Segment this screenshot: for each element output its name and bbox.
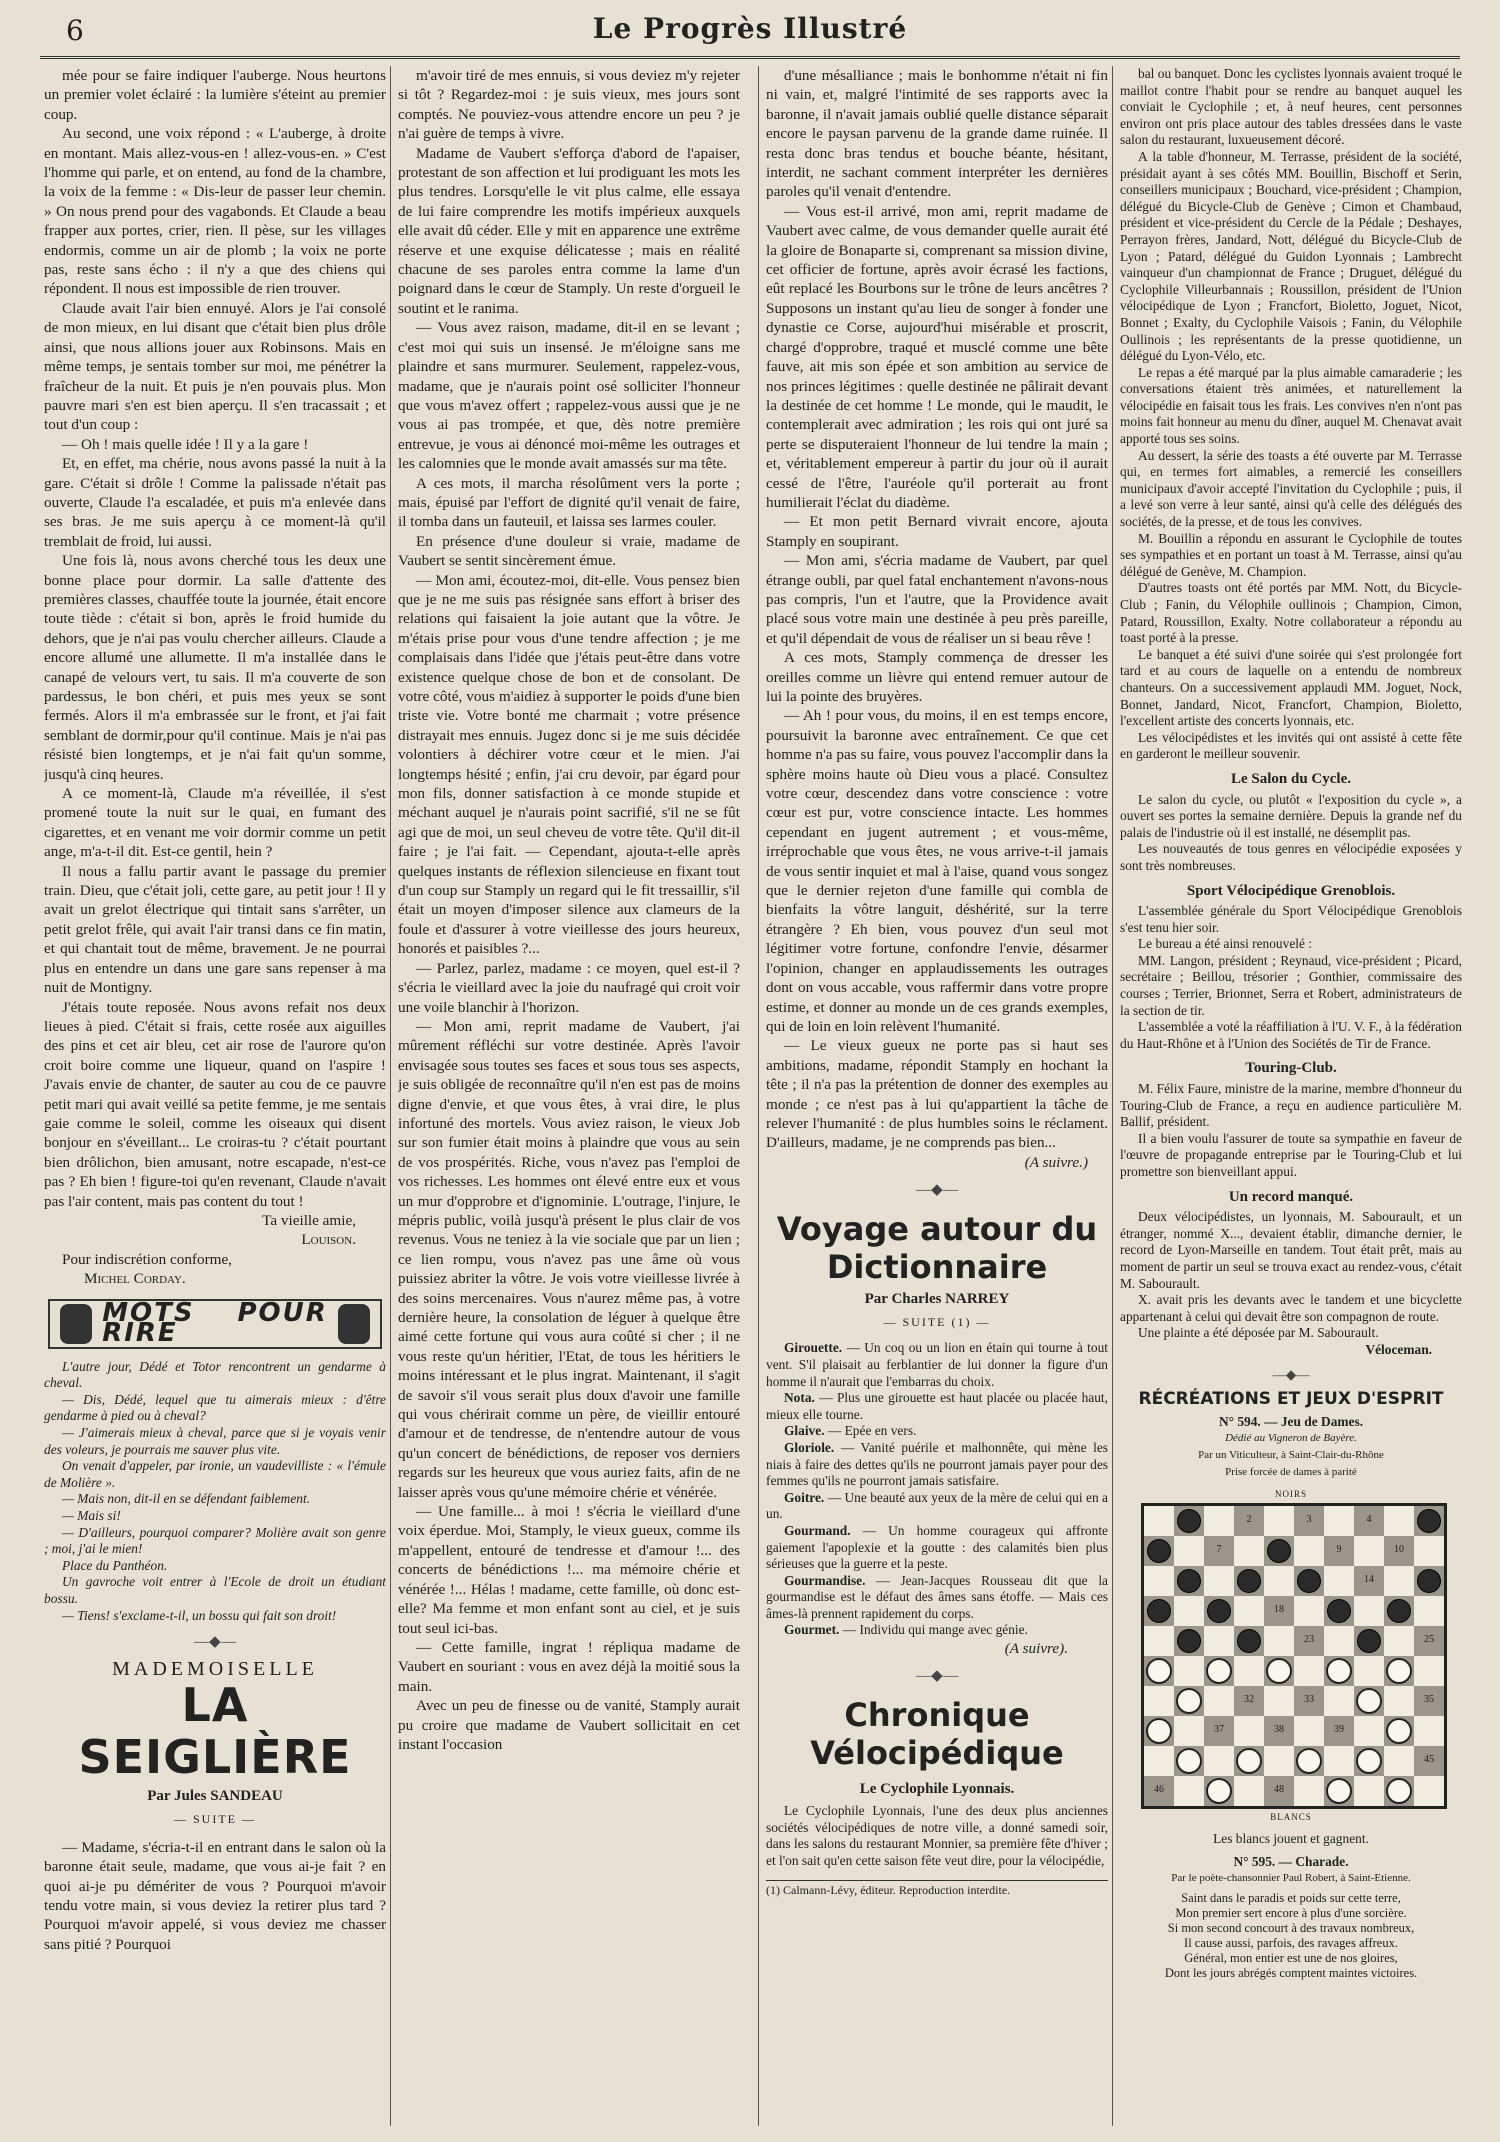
paragraph: Les nouveautés de tous genres en vélocipédie exposées y sont très nombreuses. [1120, 841, 1462, 873]
square-number: 25 [1424, 1634, 1434, 1646]
paragraph: Une fois là, nous avons cherché tous les deux une bonne place pour dormir. La salle d'attente des premières classes, chauffée toute la journée, était encore toute tiède : c'était si bon, après le froid humide du dehors, que je n'ai pas voulu chercher ailleurs. Claude a encore allumé une allumette. Il m'a installée dans le canapé de velours vert, tu sais. Il m'a couverte de son pardessus, le bon chéri, et puis mes yeux se sont fermés. Alors il m'a embrassée sur le front, et j'ai fait semblant de dormir,pour qu'il continue. Mais je n'ai pas résisté bien longtemps, et je n'ai fait qu'un somme, jusqu'à cinq heures. [44, 552, 386, 783]
board-square-22 [1234, 1626, 1264, 1656]
board-square-48 [1264, 1776, 1294, 1806]
board-square-light [1414, 1656, 1444, 1686]
board-square-light [1144, 1686, 1174, 1716]
board-square-28 [1264, 1656, 1294, 1686]
paragraph: mée pour se faire indiquer l'auberge. Nous heurtons un premier volet éclairé : la lumière s'éteint au premier coup. [44, 67, 386, 123]
chronique-title: Chronique Vélocipédique [810, 1695, 1064, 1772]
board-square-light [1144, 1506, 1174, 1536]
charade-line: Si mon second concourt à des travaux nombreux, [1167, 1921, 1415, 1936]
square-number: 3 [1306, 1514, 1312, 1526]
joke-line: — Tiens! s'exclame-t-il, un bossu qui fait son droit! [62, 1607, 337, 1623]
joke-line: L'autre jour, Dédé et Totor rencontrent un gendarme à cheval. [44, 1358, 386, 1391]
black-piece [1417, 1569, 1441, 1593]
dictionary-definition: — Epée en vers. [827, 1423, 917, 1439]
dictionary-entries [766, 1340, 1108, 1639]
white-piece [1326, 1778, 1352, 1804]
square-number: 4 [1366, 1514, 1372, 1526]
board-square-9 [1324, 1536, 1354, 1566]
paragraph: — Ah ! pour vous, du moins, il en est temps encore, poursuivit la baronne avec entraînement. Ce que cet homme n'a pas su faire, vous pouvez l'accomplir dans la sphère moins haute où Dieu vous a placé. Consultez votre cœur, descendez dans votre conscience : votre cœur est pur, votre conscience intacte. Les hommes cependant en jugent autrement ; et vous-même, irréprochable que vous êtes, ne vous arrive-t-il jamais de vous sentir inquiet et mal à l'aise, quand vous songez que le dernier rejeton d'une famille qui combla de bienfaits la vôtre languit, déshérité, sur la terre étrangère ? Eh bien, vous pouvez d'un seul mot légitimer votre fortune, confondre l'envie, désarmer l'opinion, changer en applaudissements les outrages dont on vous accable, vous raffermir dans votre propre estime, et donner au monde un de ces grands exemples, qui de loin en loin relèvent l'humanité. [766, 707, 1108, 1035]
paragraph: Il nous a fallu partir avant le passage du premier train. Dieu, que c'était joli, cette gare, au petit jour ! Il y avait un grelot électrique qui tintait sans s'arrêter, un petit grelot frêle, qui avait l'air transi dans ce fin matin, et qui chantait tout de même, bravement. Je ne pourrai plus en entendre un dans une gare sans repenser à ma nuit de Montigny. [44, 862, 386, 997]
board-square-2 [1234, 1506, 1264, 1536]
board-square-light [1414, 1776, 1444, 1806]
board-square-light [1414, 1596, 1444, 1626]
paragraph: A ce moment-là, Claude m'a réveillée, il s'est promené toute la nuit sur le quai, en fumant des cigarettes, et en venant me voir dormir comme un petit ange, m'a-t-il dit. Est-ce gentil, hein ? [44, 785, 386, 861]
blancs-label: BLANCS [1270, 1811, 1312, 1822]
board-square-light [1174, 1536, 1204, 1566]
charade-author: Par le poète-chansonnier Paul Robert, à Saint-Etienne. [1171, 1872, 1411, 1885]
dictionary-term: Gloriole. [784, 1439, 841, 1455]
paragraph: Et, en effet, ma chérie, nous avons passé la nuit à la gare. C'était si drôle ! Comme la palissade n'était pas ouverte, Claude l'a escaladée, et puis m'a enlevée dans ses bras. Je me suis aperçu à ce moment-là qu'il tremblait de froid, lui aussi. [44, 455, 386, 550]
dictionary-term: Gourmet. [784, 1622, 843, 1638]
paragraph: Deux vélocipédistes, un lyonnais, M. Sabourault, et un étranger, nommé X..., devaient établir, dimanche dernier, le record de Lyon-Marseille en tandem. Tout était prêt, mais au moment de partir un seul se trouva exact au rendez-vous, c'était M. Sabourault. [1120, 1209, 1462, 1291]
board-square-light [1384, 1686, 1414, 1716]
board-square-light [1294, 1596, 1324, 1626]
board-square-25 [1414, 1626, 1444, 1656]
board-square-light [1234, 1716, 1264, 1746]
white-piece [1386, 1778, 1412, 1804]
ornament-icon [338, 1304, 370, 1344]
dictionary-entry [766, 1440, 1108, 1490]
paragraph: M. Bouillin a répondu en assurant le Cyclophile de toutes ses sympathies et en portant un toast à M. Terrasse, ainsi qu'au délégué de Genève, M. Champion. [1120, 530, 1462, 579]
board-square-light [1414, 1536, 1444, 1566]
white-piece [1386, 1658, 1412, 1684]
board-square-light [1384, 1566, 1414, 1596]
board-square-17 [1204, 1596, 1234, 1626]
black-piece [1147, 1599, 1171, 1623]
black-piece [1177, 1569, 1201, 1593]
page-number: 6 [66, 14, 84, 47]
column-4 [1120, 66, 1462, 2126]
dictionary-entry [766, 1523, 1108, 1573]
board-square-light [1174, 1596, 1204, 1626]
board-square-10 [1384, 1536, 1414, 1566]
square-number: 33 [1304, 1694, 1314, 1706]
board-square-50 [1384, 1776, 1414, 1806]
column-rule [1112, 66, 1113, 2126]
board-square-37 [1204, 1716, 1234, 1746]
board-square-7 [1204, 1536, 1234, 1566]
board-square-light [1384, 1506, 1414, 1536]
charade-poem [1120, 1891, 1462, 1981]
board-square-8 [1264, 1536, 1294, 1566]
joke-line: — Mais non, dit-il en se défendant faiblement. [62, 1491, 311, 1507]
paragraph: J'étais toute reposée. Nous avons refait nos deux lieues à pied. C'était si frais, cette rosée aux aiguilles des pins et cet air bleu, cet air rose de l'aurore qu'on croit boire comme une liqueur, quand on l'aspire ! J'avais envie de chanter, de sauter au cou de ce pauvre petit mari qui avait veillé sa petite femme, je me sentais gaie comme le soleil, comme les oiseaux qui disent bonjour en s'éveillant... Le croiras-tu ? c'était pourtant bien drôlichon, bien amusant, notre escapade, n'est-ce pas ? Eh bien ! figure-toi qu'en revenant, Claude n'avait pas l'air content, mais pas content du tout ! [44, 998, 386, 1210]
board-square-light [1384, 1746, 1414, 1776]
dictionary-entry [766, 1490, 1108, 1523]
board-square-light [1234, 1656, 1264, 1686]
novel-author: Par Jules SANDEAU [147, 1787, 283, 1804]
charade-line: Général, mon entier est une de nos gloires, [1184, 1951, 1398, 1966]
board-square-light [1354, 1776, 1384, 1806]
board-square-light [1324, 1626, 1354, 1656]
paragraph: — Parlez, parlez, madame : ce moyen, quel est-il ? s'écria le vieillard avec la joie du naufragé qui croit voir une voile blanchir à l'horizon. [398, 959, 740, 1016]
white-piece [1356, 1688, 1382, 1714]
board-square-1 [1174, 1506, 1204, 1536]
board-square-light [1354, 1716, 1384, 1746]
separator: —◆— [915, 1667, 959, 1685]
board-square-21 [1174, 1626, 1204, 1656]
joke-line: — D'ailleurs, pourquoi comparer? Molière avait son genre ; moi, j'ai le mien! [44, 1524, 386, 1557]
paragraph: — Mon ami, écoutez-moi, dit-elle. Vous pensez bien que je ne me suis pas résignée sans effort à briser des relations qui faisaient la joie autant que la vôtre. Je m'étais prise pour vous d'une tendre affection ; je me complaisais dans l'idée que j'étais peut-être dans votre existence quelque chose de bon et de consolant. De votre côté, vous m'aidiez à supporter le poids d'une bien triste vie. Votre bonté me charmait ; votre présence distrayait mes ennuis. Jugez donc si je me suis décidée volontiers à déchirer votre cœur et le mien. J'ai longtemps hésité ; enfin, j'ai cru devoir, par égard pour mon fils, donner satisfaction à ce monde stupide et méchant auquel je n'aurais point sacrifié, s'il ne se fût agi que de moi, un seul cheveu de votre tête. Qu'il dit-il faire ; je l'ai fait. — Cependant, ajouta-t-elle après quelques instants de réflexion silencieuse en fixant tout d'un coup sur Stamply un regard qui le fit tressaillir, s'il était un moyen d'imposer silence aux clameurs de la foule et d'assurer à votre vieillesse des jours heureux, honorés et paisibles ?... [398, 571, 740, 958]
dictionary-entry [766, 1573, 1108, 1623]
board-square-light [1324, 1506, 1354, 1536]
board-square-light [1204, 1626, 1234, 1656]
board-square-39 [1324, 1716, 1354, 1746]
dames-number: N° 594. — Jeu de Dames. [1218, 1413, 1364, 1429]
novel-title: LA SEIGLIÈRE [78, 1677, 352, 1784]
dames-problem: Prise forcée de dames à parité [1225, 1465, 1357, 1478]
board-square-light [1234, 1596, 1264, 1626]
board-square-light [1414, 1716, 1444, 1746]
board-square-light [1264, 1626, 1294, 1656]
paragraph: Le banquet a été suivi d'une soirée qui s'est prolongée fort tard et au cours de laquelle on a entendu de nombreux chanteurs. On a successivement applaudi MM. Joguet, Nock, Bonnet, Jandard, Nicot, Francfort, Champion, Bioletto, l'excellent artiste des concerts lyonnais, etc. [1120, 646, 1462, 729]
white-piece [1146, 1658, 1172, 1684]
board-square-light [1264, 1506, 1294, 1536]
mots-title: MOTS POUR RIRE [102, 1298, 328, 1348]
board-square-18 [1264, 1596, 1294, 1626]
square-number: 37 [1214, 1724, 1224, 1736]
dict-a-suivre: (A suivre). [1004, 1640, 1068, 1658]
square-number: 46 [1154, 1784, 1164, 1796]
paragraph: — Une famille... à moi ! s'écria le vieillard d'une voix éperdue. Moi, Stamply, le vieux gueux, comme ils m'appellent, entouré de tendresse et d'amour !... des concerts de bénédictions !... ma mémoire chérie et vénérée !... Hélas ! madame, cette famille, où donc est-elle? Ma femme et mon enfant sont au ciel, et je suis tout seul ici-bas. [398, 1503, 740, 1637]
paragraph: En présence d'une douleur si vraie, madame de Vaubert se sentit sincèrement émue. [398, 532, 740, 570]
square-number: 39 [1334, 1724, 1344, 1736]
ornament-icon [60, 1304, 92, 1344]
white-piece [1206, 1778, 1232, 1804]
paragraph: A ces mots, Stamply commença de dresser les oreilles comme un lièvre qui entend remuer autour de lui la pointe des bruyères. [766, 649, 1108, 705]
dictionary-definition: — Vanité puérile et malhonnête, qui mène les niais à faire des dettes qu'ils ne pourront jamais payer pour des femmes qu'ils ne pourront jamais satisfaire. [766, 1439, 1108, 1489]
paragraph: — Et mon petit Bernard vivrait encore, ajouta Stamply en soupirant. [766, 513, 1108, 550]
board-square-light [1294, 1656, 1324, 1686]
dictionary-suite: — SUITE (1) — [883, 1314, 991, 1329]
joke-line: On venait d'appeler, par ironie, un vaudevilliste : « l'émule de Molière ». [44, 1458, 386, 1490]
board-square-29 [1324, 1656, 1354, 1686]
board-square-14 [1354, 1566, 1384, 1596]
paragraph: L'assemblée générale du Sport Vélocipédique Grenoblois s'est tenu hier soir. [1120, 903, 1462, 935]
black-piece [1327, 1599, 1351, 1623]
paragraph: M. Félix Faure, ministre de la marine, membre d'honneur du Touring-Club de France, a reçu en audience particulière M. Ballif, président. [1120, 1081, 1462, 1130]
board-square-43 [1294, 1746, 1324, 1776]
board-square-4 [1354, 1506, 1384, 1536]
white-piece [1146, 1718, 1172, 1744]
separator: —◆— [1272, 1366, 1310, 1382]
separator: —◆— [193, 1633, 237, 1651]
record-title: Un record manqué. [1228, 1188, 1354, 1205]
board-square-34 [1354, 1686, 1384, 1716]
board-square-41 [1174, 1746, 1204, 1776]
board-square-light [1204, 1686, 1234, 1716]
paragraph: — Mon ami, reprit madame de Vaubert, j'ai mûrement réfléchi sur votre destinée. Après l'avoir envisagée sous toutes ses faces et sous tous ses aspects, je suis obligée de reconnaître qu'il n'en est pas de moins digne d'envie, et que vous êtes, à vrai dire, le plus infortuné des mortels. Vous aviez raison, le vieux Job sur son fumier était moins à plaindre que vous au sein de vos prospérités. Riche, vous n'avez pas l'emploi de vos richesses. Les hommes ont élevé entre eux et vous un mur d'opprobre et d'ignominie. L'outrage, l'injure, le mépris public, voilà jusqu'à présent le plus clair de vos revenus. Vous ne teniez à la vie sociale que par un lien ; ce lien rompu, vous n'avez pas une âme où vous puissiez abriter la vôtre. Je vois votre vieillesse livrée à des soins mercenaires. Vous n'aurez même pas, à votre dernière heure, la consolation de léguer à quelque être aimé cette fortune qui vous aura coûté si cher ; il ne vous reste qu'un héritier, l'Etat, de tous les héritiers le moins intéressant et le plus ingrat. Maintenant, il s'agit de savoir s'il vous serait plus doux d'avoir une famille qui vous chérirait comme un père, de vieillir entouré d'amour et de tendresse, de n'entendre autour de vous qu'un concert de bénédictions, de reposer vos derniers regards sur les heureux que vous auriez faits, afin de ne laisser après vous qu'une mémoire chérie et vénérée. [398, 1017, 740, 1501]
board-square-11 [1174, 1566, 1204, 1596]
dictionary-definition: — Plus une girouette est haut placée ou placée haut, mieux elle tourne. [766, 1390, 1108, 1422]
black-piece [1297, 1569, 1321, 1593]
novel-suite: — SUITE — [174, 1812, 256, 1827]
mots-list [44, 1359, 386, 1625]
paragraph: Madame de Vaubert s'efforça d'abord de l'apaiser, protestant de son affection et lui prodiguant les mots les plus tendres. Lorsqu'elle le vit plus calme, elle essaya de lui faire comprendre les motifs impérieux auxquels elle avait dû céder. Elle y mit en apparence une extrême réserve et une exquise délicatesse ; mais en réalité chacune de ses paroles entra comme la lame d'un poignard dans le cœur de Stamply. Un reste d'orgueil le soutint et le ranima. [398, 144, 740, 317]
white-piece [1326, 1658, 1352, 1684]
recreations-title: RÉCRÉATIONS ET JEUX D'ESPRIT [1138, 1389, 1444, 1410]
salon-title: Le Salon du Cycle. [1230, 770, 1351, 787]
paragraph: Le bureau a été ainsi renouvelé : [1138, 936, 1312, 952]
square-number: 45 [1424, 1754, 1434, 1766]
board-square-light [1354, 1536, 1384, 1566]
board-square-44 [1354, 1746, 1384, 1776]
dictionary-definition: — Un homme courageux qui affronte gaiement l'apoplexie et la goutte : des calamités bien plus sérieuses que la guerre et la peste. [766, 1522, 1108, 1572]
square-number: 7 [1216, 1544, 1222, 1556]
joke-line: Un gavroche voit entrer à l'Ecole de droit un étudiant bossu. [44, 1574, 386, 1606]
board-square-45 [1414, 1746, 1444, 1776]
paragraph: — Cette famille, ingrat ! répliqua madame de Vaubert en souriant : vous en avez déjà la moitié sous la main. [398, 1638, 740, 1695]
board-square-31 [1174, 1686, 1204, 1716]
board-square-light [1354, 1596, 1384, 1626]
board-square-16 [1144, 1596, 1174, 1626]
paragraph: L'assemblée a voté la réaffiliation à l'U. V. F., à la fédération du Haut-Rhône et à l'Union des Sociétés de Tir de France. [1120, 1019, 1462, 1051]
checkers-board [1141, 1503, 1447, 1809]
dames-dedication: Dédié au Vigneron de Bayère. [1225, 1432, 1357, 1445]
mots-pour-rire-banner [48, 1299, 382, 1349]
board-square-24 [1354, 1626, 1384, 1656]
square-number: 2 [1246, 1514, 1252, 1526]
page-header [40, 6, 1460, 59]
paragraph: — Vous est-il arrivé, mon ami, reprit madame de Vaubert avec calme, de vous demander quelle aurait été la gloire de Bonaparte si, comprenant sa mission divine, cet officier de fortune, après avoir écrasé les factions, eût replacé les Bourbons sur le trône de leurs ancêtres ? Supposons un instant qu'au lieu de songer à fonder une dynastie ce Corse, aujourd'hui misérable et proscrit, chargé d'opprobre, traqué et musclé comme une bête fauve, ait mis son épée et son ambition au service de nos princes légitimes : quelle destinée ne pâlirait devant la destinée de cet homme ! Le monde, qui le maudit, le contemplerait avec admiration ; les rois qui ont juré sa perte se disputeraient l'honneur de lui tendre la main ; et, véritablement empereur à partir du jour où il aurait cessé de l'être, l'auréole qu'il porterait au front humilierait l'éclat du diadème. [766, 202, 1108, 511]
dictionary-entry [766, 1340, 1108, 1390]
charade-line: Mon premier sert encore à plus d'une sorcière. [1175, 1906, 1407, 1921]
paragraph: Au dessert, la série des toasts a été ouverte par M. Terrasse qui, en termes fort aimables, a remercié les conseillers municipaux d'avoir accepté l'invitation du Cyclophile ; puis, il a levé son verre à leur santé, ainsi qu'à celle des délégués des sociétés, de la presse, et de tous les convives. [1120, 447, 1462, 530]
paragraph: Avec un peu de finesse ou de vanité, Stamply aurait pu croire que madame de Vaubert sollicitait en cet instant l'occasion [398, 1697, 740, 1753]
charade-number: N° 595. — Charade. [1233, 1853, 1349, 1869]
board-square-32 [1234, 1686, 1264, 1716]
square-number: 48 [1274, 1784, 1284, 1796]
board-square-13 [1294, 1566, 1324, 1596]
paragraph: A la table d'honneur, M. Terrasse, président de la société, présidait ayant à ses côtés MM. Bouillin, Bischoff et Serin, conseillers municipaux ; Bouchard, vice-président ; Champion, délégué du Bicycle-Club de Genève ; Cimon et Chambaud, président et vice-président du Cercle de la Pédale ; Deshayes, Perrayon frères, Jandard, Nott, délégué du Bicycle-Club de Lyon ; Patard, délégué du Guidon Lyonnais ; Lambrecht vainqueur d'un championnat de France ; Druguet, délégué du Cyclophile Villeurbannais ; Roussillon, président de l'Union vélocipédique de Lyon ; Francfort, Bioletto, Joguet, Nicot, Bonnet ; Exalty, du Cyclophile Vaisois ; Fanin, du Vélophile Oullinois ; les représentants de la presse quotidienne, un délégué du Lyon-Vélo, etc. [1120, 148, 1462, 364]
board-square-light [1294, 1776, 1324, 1806]
paragraph: Il a bien voulu l'assurer de toute sa sympathie en faveur de l'œuvre de propagande entreprise par le Touring-Club et lui promettre son bienveillant appui. [1120, 1130, 1462, 1179]
square-number: 18 [1274, 1604, 1284, 1616]
board-square-light [1174, 1776, 1204, 1806]
noirs-label: NOIRS [1274, 1489, 1307, 1500]
board-square-46 [1144, 1776, 1174, 1806]
paragraph: bal ou banquet. Donc les cyclistes lyonnais avaient troqué le maillot contre l'habit pour se rendre au banquet auquel les conviait le Cyclophile ; et, à neuf heures, cent personnes environ ont pris place autour des tables dressées dans le vaste salon du restaurant, luxueusement décoré. [1120, 66, 1462, 148]
checkers-diagram [1141, 1486, 1441, 1825]
square-number: 35 [1424, 1694, 1434, 1706]
board-square-19 [1324, 1596, 1354, 1626]
board-square-light [1144, 1566, 1174, 1596]
chronique-para: Le Cyclophile Lyonnais, l'une des deux plus anciennes sociétés vélocipédiques de notre ville, a donné samedi soir, dans les salons du restaurant Monnier, sa première fête d'hiver ; et l'on sait qu'en cette saison fête veut dire, pour la vélocipédie, [766, 1803, 1108, 1869]
paragraph: m'avoir tiré de mes ennuis, si vous deviez m'y rejeter si tôt ? Regardez-moi : je suis vieux, mes jours sont comptés. Ne pouviez-vous attendre encore un peu ? je n'ai guère de temps à vivre. [398, 67, 740, 143]
white-piece [1266, 1658, 1292, 1684]
paragraph: MM. Langon, président ; Reynaud, vice-président ; Picard, secrétaire ; Beillou, trésorier ; Gonthier, commissaire des courses ; Terrier, Brionnet, Serra et Robert, administrateurs de la section de tir. [1120, 952, 1462, 1018]
board-square-42 [1234, 1746, 1264, 1776]
board-square-light [1384, 1626, 1414, 1656]
white-piece [1206, 1658, 1232, 1684]
column-rule [390, 66, 391, 2126]
dictionary-title: Voyage autour du Dictionnaire [776, 1209, 1098, 1286]
paragraph: d'une mésalliance ; mais le bonhomme n'était ni fin ni vain, et, malgré l'intimité de ses rapports avec la baronne, il n'avait jamais oublié quelle distance séparait encore le paysan parvenu de la grande dame ruinée. Il resta donc bras tendus et bouche béante, hésitant, interdit, ne sachant comment interpréter les dernières paroles qu'il venait d'entendre. [766, 67, 1108, 201]
board-square-20 [1384, 1596, 1414, 1626]
joke-line: Place du Panthéon. [62, 1557, 168, 1573]
board-square-light [1294, 1536, 1324, 1566]
board-square-light [1204, 1506, 1234, 1536]
dictionary-definition: — Un coq ou un lion en étain qui tourne à tout vent. S'il plaisait au ferblantier de lui donner la figure d'un homme il n'aurait que l'embarras du choix. [766, 1340, 1108, 1389]
board-square-49 [1324, 1776, 1354, 1806]
board-square-38 [1264, 1716, 1294, 1746]
board-square-light [1144, 1746, 1174, 1776]
masthead: Le Progrès Illustré [592, 12, 908, 45]
board-square-light [1324, 1686, 1354, 1716]
board-square-3 [1294, 1506, 1324, 1536]
board-square-12 [1234, 1566, 1264, 1596]
paragraph: A ces mots, il marcha résolûment vers la porte ; mais, épuisé par l'effort de dignité qu'il venait de faire, il tomba dans un fauteuil, et laissa ses larmes couler. [398, 474, 740, 531]
white-piece [1176, 1688, 1202, 1714]
a-suivre: (A suivre.) [1024, 1153, 1088, 1171]
square-number: 23 [1304, 1634, 1314, 1646]
paragraph: Claude avait l'air bien ennuyé. Alors je l'ai consolé de mon mieux, en lui disant que c'était bien plus drôle ainsi, que nous allions jouer aux Robinsons. Mais en même temps, je sentais tomber sur moi, me pénétrer la fraîcheur de la nuit. Et puis je n'en pouvais plus. Mon pauvre mari s'en est bien aperçu. Il s'en tracassait ; et tout d'un coup : [44, 299, 386, 434]
board-square-6 [1144, 1536, 1174, 1566]
joke-line: — J'aimerais mieux à cheval, parce que si je voyais venir des voleurs, je pourrais me sauver plus vite. [44, 1424, 386, 1457]
white-piece [1176, 1748, 1202, 1774]
board-square-light [1264, 1566, 1294, 1596]
dictionary-entry [766, 1622, 1108, 1639]
board-square-light [1144, 1626, 1174, 1656]
paragraph: — Le vieux gueux ne porte pas si haut ses ambitions, madame, répondit Stamply en hochant la tête ; il n'a pas la prétention de donner des exemples au monde ; ce n'est pas à lui qu'appartient la tâche de relever l'humanité : de plus humbles soins le réclament. D'ailleurs, madame, je ne comprends pas bien... [766, 1037, 1108, 1152]
board-square-36 [1144, 1716, 1174, 1746]
black-piece [1267, 1539, 1291, 1563]
paragraph: Le salon du cycle, ou plutôt « l'exposition du cycle », a ouvert ses portes la semaine dernière. Depuis la grande nef du palais de l'industrie où il est installé, ne désemplit pas. [1120, 791, 1462, 840]
dictionary-definition: — Jean-Jacques Rousseau dit que la gourmandise est le défaut des âmes sans étoffe. — Mais ces âmes-là prennent rapidement du corps. [766, 1572, 1108, 1621]
board-square-light [1324, 1746, 1354, 1776]
black-piece [1207, 1599, 1231, 1623]
charade-line: Saint dans le paradis et poids sur cette terre, [1181, 1891, 1401, 1906]
paragraph: Les vélocipédistes et les invités qui ont assisté à cette fête en garderont le meilleur souvenir. [1120, 729, 1462, 762]
board-square-light [1234, 1776, 1264, 1806]
black-piece [1237, 1629, 1261, 1653]
signer: Louison. [301, 1231, 356, 1249]
sport-title: Sport Vélocipédique Grenoblois. [1186, 882, 1396, 899]
board-square-33 [1294, 1686, 1324, 1716]
board-square-47 [1204, 1776, 1234, 1806]
board-square-light [1234, 1536, 1264, 1566]
square-number: 9 [1336, 1544, 1342, 1556]
joke-line: — Dis, Dédé, lequel que tu aimerais mieux : d'être gendarme à pied ou à cheval? [44, 1391, 386, 1424]
paragraph: — Mon ami, s'écria madame de Vaubert, par quel étrange oubli, par quel fatal enchantement n'avons-nous pas compris, l'un et l'autre, que la Providence avait placé sous votre main une destinée à peu près pareille, et qu'il dépendait de vous de réaliser un si beau rêve ! [766, 552, 1108, 647]
board-square-light [1204, 1566, 1234, 1596]
dictionary-term: Girouette. [784, 1340, 847, 1356]
column-3 [766, 66, 1108, 2126]
chronique-subtitle: Le Cyclophile Lyonnais. [859, 1780, 1015, 1797]
black-piece [1237, 1569, 1261, 1593]
paragraph: — Oh ! mais quelle idée ! Il y a la gare ! [62, 435, 309, 453]
footnote: (1) Calmann-Lévy, éditeur. Reproduction interdite. [766, 1880, 1108, 1900]
board-square-5 [1414, 1506, 1444, 1536]
dames-author: Par un Viticulteur, à Saint-Clair-du-Rhône [1198, 1448, 1384, 1461]
novel-pre-title: MADEMOISELLE [112, 1657, 318, 1680]
dictionary-term: Nota. [784, 1390, 820, 1406]
column-1 [44, 66, 386, 2126]
dictionary-entry [766, 1390, 1108, 1423]
square-number: 10 [1394, 1544, 1404, 1556]
black-piece [1177, 1509, 1201, 1533]
black-piece [1147, 1539, 1171, 1563]
paragraph: — Vous avez raison, madame, dit-il en se levant ; c'est moi qui suis un insensé. Je m'éloigne sans me plaindre et sans murmurer. Seulement, rappelez-vous, madame, que je n'aurais point osé solliciter l'honneur que vous m'avez offert ; rappelez-vous aussi que je ne vous ai pas trompée, et que, dès notre première entrevue, je vous ai dénoncé moi-même les outrages et les calomnies que le monde avait amassés sur ma tête. [398, 319, 740, 473]
paragraph: — Madame, s'écria-t-il en entrant dans le salon où la baronne était seule, madame, que vous ai-je fait ? en quoi ai-je pu démériter de vous ? Pourquoi m'avoir tendu votre main, si vous deviez la retirer plus tard ? Pourquoi m'avoir appelé, si vous deviez me chasser sans pitié ? Pourquoi [44, 1838, 386, 1953]
paragraph: Le repas a été marqué par la plus aimable camaraderie ; les conversations étaient très animées, et naturellement la vélocipédie en faisait tous les frais. Les convives n'en n'ont pas moins fait honneur au menu du dîner, auquel M. Chenavat avait apporté tous ses soins. [1120, 364, 1462, 447]
dictionary-definition: — Une beauté aux yeux de la mère de celui qui en a un. [766, 1489, 1108, 1522]
board-square-15 [1414, 1566, 1444, 1596]
paragraph: X. avait pris les devants avec le tandem et une bicyclette appartenant à celui qui devait être son compagnon de route. [1120, 1292, 1462, 1324]
charade-line: Il cause aussi, parfois, des ravages affreux. [1184, 1936, 1398, 1951]
author: Michel Corday. [84, 1270, 186, 1288]
board-square-40 [1384, 1716, 1414, 1746]
dictionary-definition: — Individu qui mange avec génie. [842, 1622, 1028, 1638]
board-square-26 [1144, 1656, 1174, 1686]
board-square-light [1354, 1656, 1384, 1686]
black-piece [1417, 1509, 1441, 1533]
board-square-light [1174, 1716, 1204, 1746]
square-number: 38 [1274, 1724, 1284, 1736]
square-number: 14 [1364, 1574, 1374, 1586]
board-square-light [1204, 1746, 1234, 1776]
board-square-light [1174, 1656, 1204, 1686]
board-square-light [1294, 1716, 1324, 1746]
white-piece [1356, 1748, 1382, 1774]
closing: Ta vieille amie, [262, 1211, 356, 1229]
board-square-light [1264, 1746, 1294, 1776]
black-piece [1357, 1629, 1381, 1653]
white-piece [1236, 1748, 1262, 1774]
veloceman-signature: Véloceman. [1365, 1341, 1432, 1357]
white-piece [1296, 1748, 1322, 1774]
charade-line: Dont les jours abrégés comptent maintes victoires. [1164, 1966, 1418, 1981]
board-square-light [1264, 1686, 1294, 1716]
dictionary-term: Gourmand. [784, 1522, 863, 1538]
square-number: 32 [1244, 1694, 1254, 1706]
dictionary-entry [766, 1423, 1108, 1440]
column-2 [398, 66, 740, 2126]
column-rule [758, 66, 759, 2126]
board-square-35 [1414, 1686, 1444, 1716]
dames-result: Les blancs jouent et gagnent. [1213, 1831, 1369, 1847]
board-square-light [1324, 1566, 1354, 1596]
black-piece [1387, 1599, 1411, 1623]
separator: —◆— [915, 1181, 959, 1199]
white-piece [1386, 1718, 1412, 1744]
paragraph: Au second, une voix répond : « L'auberge, à droite en montant. Mais allez-vous-en ! allez-vous-en. » C'est l'homme qui parle, et on entend, au fond de la chambre, la voix de la femme : « Dis-leur de passer leur chemin. » On nous prend pour des vagabonds. Et Claude a beau frapper aux portes, crier, rien. Il pèse, sur les villages endormis, comme un air de plomb ; la voix ne porte pas, reste sans écho : il n'y a que des chiens qui répondent. Il nous est impossible de rien trouver. [44, 125, 386, 298]
dictionary-term: Goitre. [784, 1489, 828, 1505]
dictionary-term: Glaive. [784, 1423, 828, 1439]
board-square-27 [1204, 1656, 1234, 1686]
board-square-23 [1294, 1626, 1324, 1656]
paragraph: D'autres toasts ont été portés par MM. Nott, du Bicycle-Club ; Fanin, du Vélophile oullinois ; Champion, Cimon, Patard, Roussillon, Exalty. Notre collaborateur a répondu au toast porté à la presse. [1120, 580, 1462, 646]
touring-title: Touring-Club. [1245, 1060, 1337, 1077]
conform-line: Pour indiscrétion conforme, [62, 1250, 232, 1268]
joke-line: — Mais si! [62, 1507, 121, 1523]
dictionary-author: Par Charles NARREY [864, 1290, 1010, 1307]
board-square-30 [1384, 1656, 1414, 1686]
paragraph: Une plainte a été déposée par M. Sabourault. [1138, 1325, 1379, 1341]
black-piece [1177, 1629, 1201, 1653]
dictionary-term: Gourmandise. [784, 1572, 877, 1588]
